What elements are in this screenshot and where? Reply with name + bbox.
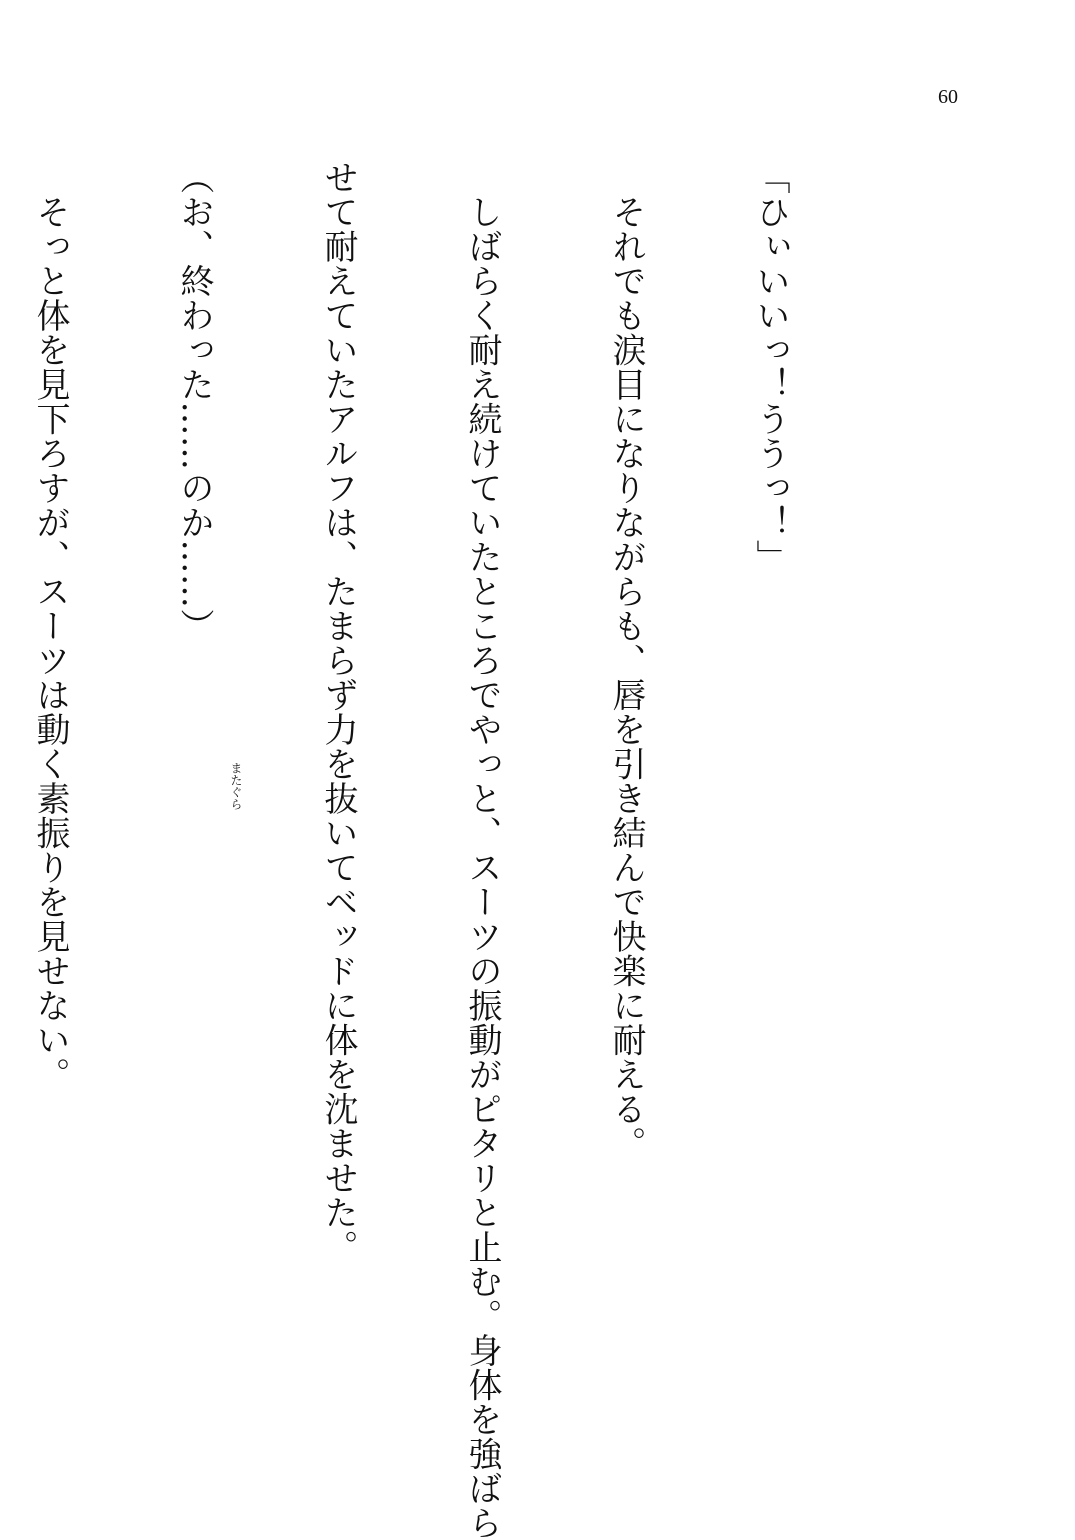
text-line: 「ひぃいいっ！ううっ！」	[750, 160, 790, 574]
furigana-ruby: またぐら	[229, 762, 243, 810]
text-line: （お、終わった……のか……）	[174, 160, 214, 643]
text-line: せて耐えていたアルフは、たまらず力を抜いてベッドに体を沈ませた。	[318, 160, 358, 1264]
text-line: しばらく耐え続けていたところでやっと、スーツの振動がピタリと止む。身体を強ばら	[462, 160, 502, 1540]
page-number: 60	[938, 86, 958, 108]
text-line: そっと体を見下ろすが、スーツは動く素振りを見せない。	[30, 160, 70, 1092]
text-line: それでも涙目になりながらも、唇を引き結んで快楽に耐える。	[606, 160, 646, 1161]
vertical-text-body	[0, 160, 890, 1540]
